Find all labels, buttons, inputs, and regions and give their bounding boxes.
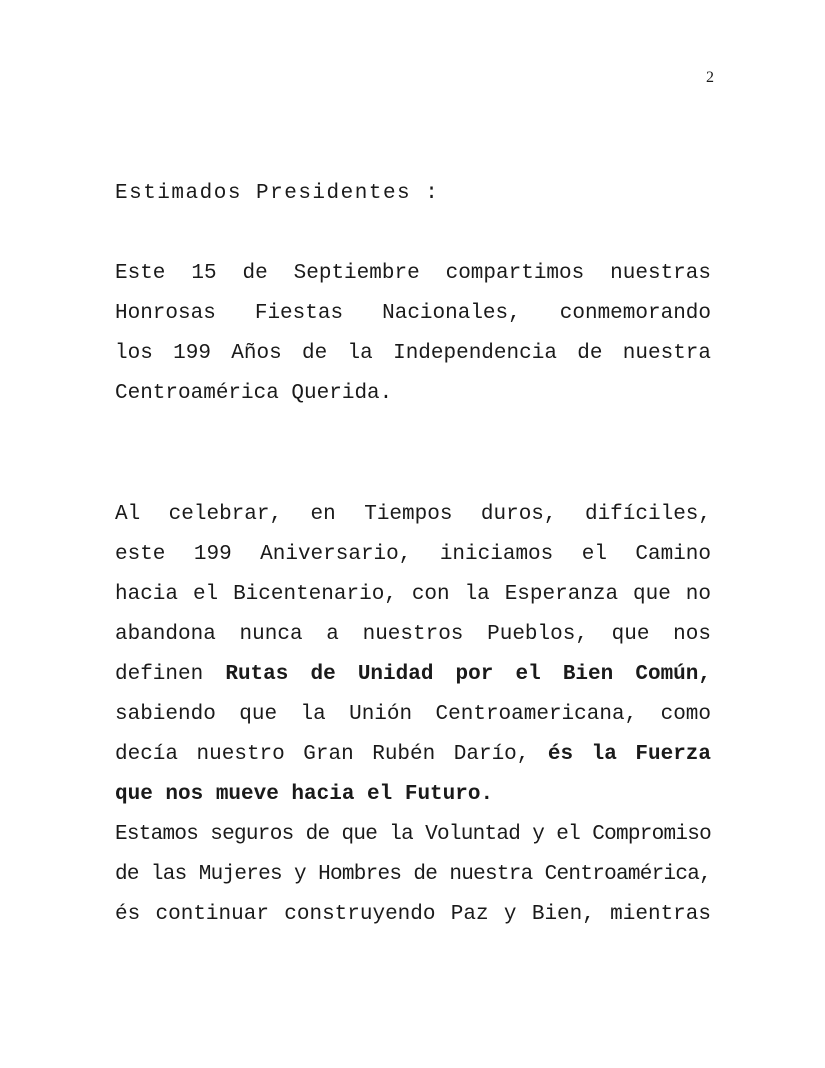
paragraph-1 <box>115 254 711 414</box>
text-segment: Al celebrar, en Tiempos duros, difíciles, <box>115 503 711 526</box>
text-line <box>115 575 711 615</box>
text-line <box>115 254 711 294</box>
text-segment: de las Mujeres y Hombres de nuestra Centroamérica, <box>115 863 711 886</box>
text-line <box>115 294 711 334</box>
text-line <box>115 855 711 895</box>
bold-text-segment: que nos mueve hacia el Futuro. <box>115 783 494 806</box>
text-line <box>115 495 711 535</box>
text-segment: los 199 Años de la Independencia de nuestra <box>115 342 711 365</box>
text-segment: decía nuestro Gran Rubén Darío, <box>115 743 548 766</box>
text-line <box>115 334 711 374</box>
text-line <box>115 815 711 855</box>
bold-text-segment: és la Fuerza <box>547 743 711 766</box>
text-segment: este 199 Aniversario, iniciamos el Camino <box>115 543 711 566</box>
text-segment: sabiendo que la Unión Centroamericana, como <box>115 703 711 726</box>
text-segment: definen <box>115 663 226 686</box>
text-line <box>115 895 711 935</box>
paragraph-3 <box>115 815 711 935</box>
text-segment: hacia el Bicentenario, con la Esperanza que no <box>115 583 711 606</box>
text-segment: Honrosas Fiestas Nacionales, conmemorando <box>115 302 711 325</box>
text-line <box>115 535 711 575</box>
text-line <box>115 735 711 775</box>
text-line <box>115 775 711 815</box>
text-segment: Estamos seguros de que la Voluntad y el Compromiso <box>115 823 711 846</box>
text-line <box>115 695 711 735</box>
text-line <box>115 374 711 414</box>
paragraph-2 <box>115 495 711 815</box>
text-segment: abandona nunca a nuestros Pueblos, que nos <box>115 623 711 646</box>
bold-text-segment: Rutas de Unidad por el Bien Común, <box>225 663 711 686</box>
text-segment: Centroamérica Querida. <box>115 382 393 405</box>
text-line <box>115 615 711 655</box>
text-segment: és continuar construyendo Paz y Bien, mientras <box>115 903 711 926</box>
page-number: 2 <box>706 69 714 86</box>
greeting-line: Estimados Presidentes : <box>115 182 440 205</box>
text-line <box>115 655 711 695</box>
text-segment: Este 15 de Septiembre compartimos nuestras <box>115 262 711 285</box>
